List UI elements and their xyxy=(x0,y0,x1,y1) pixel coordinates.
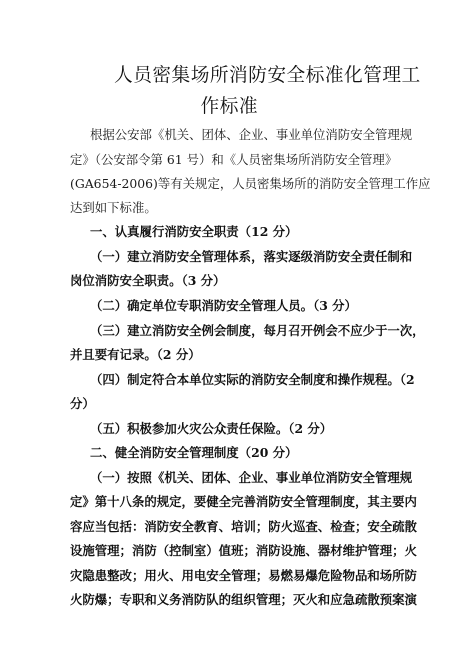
section-1-item-1-line-1: （一）建立消防安全管理体系，落实逐级消防安全责任制和 xyxy=(90,249,413,264)
section-1-item-3-line-2: 并且要有记录。（2 分） xyxy=(70,347,201,362)
section-1-item-4-line-1: （四）制定符合本单位实际的消防安全制度和操作规程。（2 xyxy=(90,372,415,387)
section-1-item-1-line-2: 岗位消防安全职责。（3 分） xyxy=(70,273,226,288)
section-2-item-1-line-3: 容应当包括：消防安全教育、培训；防火巡查、检查；安全疏散 xyxy=(70,519,417,534)
intro-line-2: 定》（公安部令第 61 号）和《人员密集场所消防安全管理》 xyxy=(70,152,398,167)
section-1-item-5: （五）积极参加火灾公众责任保险。（2 分） xyxy=(90,421,333,436)
section-2-item-1-line-4: 设施管理；消防（控制室）值班；消防设施、器材维护管理；火 xyxy=(70,543,417,558)
intro-line-1: 根据公安部《机关、团体、企业、事业单位消防安全管理规 xyxy=(90,127,413,142)
section-2-heading: 二、健全消防安全管理制度（20 分） xyxy=(90,445,298,460)
section-2-item-1-line-2: 定》第十八条的规定，要健全完善消防安全管理制度，其主要内 xyxy=(70,494,417,509)
section-1-item-3-line-1: （三）建立消防安全例会制度，每月召开例会不应少于一次， xyxy=(90,323,425,338)
intro-line-4: 达到如下标准。 xyxy=(70,200,157,215)
section-2-item-1-line-1: （一）按照《机关、团体、企业、事业单位消防安全管理规 xyxy=(90,470,413,485)
section-1-item-2: （二）确定单位专职消防安全管理人员。（3 分） xyxy=(90,298,357,313)
section-1-item-4-line-2: 分） xyxy=(70,396,95,411)
section-2-item-1-line-6: 火防爆；专职和义务消防队的组织管理；灭火和应急疏散预案演 xyxy=(70,592,417,607)
document-title-line-2: 作标准 xyxy=(200,95,259,117)
document-title-line-1: 人员密集场所消防安全标准化管理工 xyxy=(114,64,421,86)
section-2-item-1-line-5: 灾隐患整改；用火、用电安全管理；易燃易爆危险物品和场所防 xyxy=(70,568,417,583)
intro-line-3: (GA654-2006)等有关规定，人员密集场所的消防安全管理工作应 xyxy=(70,176,431,191)
section-1-heading: 一、认真履行消防安全职责（12 分） xyxy=(90,224,298,239)
